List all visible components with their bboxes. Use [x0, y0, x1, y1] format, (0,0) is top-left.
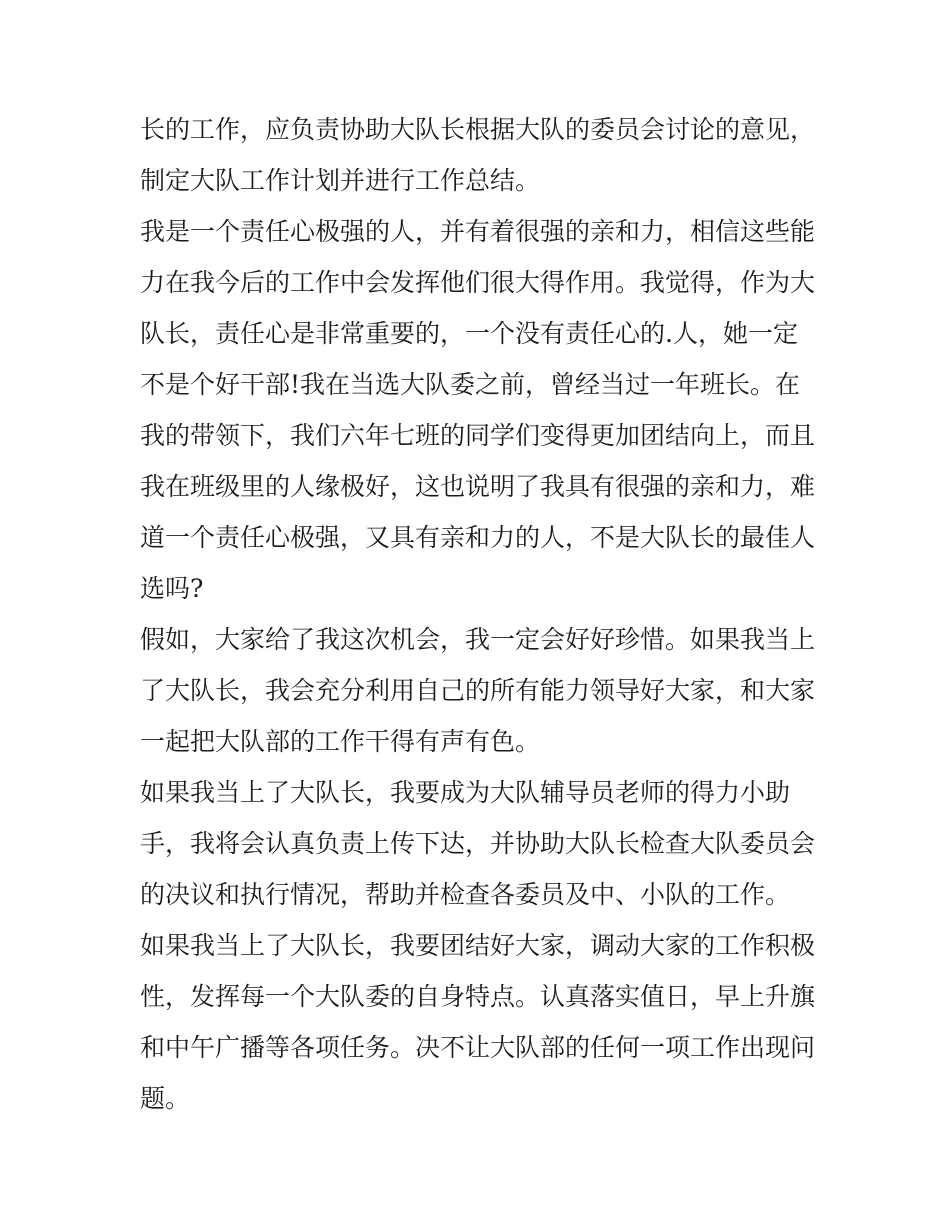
text-line: 队长，责任心是非常重要的，一个没有责任心的.人，她一定: [140, 319, 798, 348]
text-line: 我的带领下，我们六年七班的同学们变得更加团结向上，而且: [140, 421, 816, 450]
text-line: 力在我今后的工作中会发挥他们很大得作用。我觉得，作为大: [140, 268, 816, 297]
text-line: 假如，大家给了我这次机会，我一定会好好珍惜。如果我当上: [140, 625, 816, 654]
text-line: 如果我当上了大队长，我要成为大队辅导员老师的得力小助: [140, 778, 791, 807]
text-line: 选吗?: [140, 574, 204, 603]
text-line: 不是个好干部!我在当选大队委之前，曾经当过一年班长。在: [140, 370, 801, 399]
text-line: 长的工作，应负责协助大队长根据大队的委员会讨论的意见，: [140, 115, 816, 144]
text-line: 我是一个责任心极强的人，并有着很强的亲和力，相信这些能: [140, 217, 816, 246]
text-line: 制定大队工作计划并进行工作总结。: [140, 166, 541, 195]
text-line: 了大队长，我会充分利用自己的所有能力领导好大家，和大家: [140, 676, 816, 705]
text-line: 一起把大队部的工作干得有声有色。: [140, 727, 541, 756]
text-line: 性，发挥每一个大队委的自身特点。认真落实值日，早上升旗: [140, 982, 816, 1011]
text-line: 如果我当上了大队长，我要团结好大家，调动大家的工作积极: [140, 931, 816, 960]
text-line: 的决议和执行情况，帮助并检查各委员及中、小队的工作。: [140, 880, 791, 909]
text-line: 道一个责任心极强，又具有亲和力的人，不是大队长的最佳人: [140, 523, 816, 552]
body-text: [140, 104, 820, 1124]
text-line: 手，我将会认真负责上传下达，并协助大队长检查大队委员会: [140, 829, 816, 858]
text-line: 我在班级里的人缘极好，这也说明了我具有很强的亲和力，难: [140, 472, 816, 501]
text-line: 和中午广播等各项任务。决不让大队部的任何一项工作出现问: [140, 1033, 816, 1062]
text-line: 题。: [140, 1084, 191, 1113]
